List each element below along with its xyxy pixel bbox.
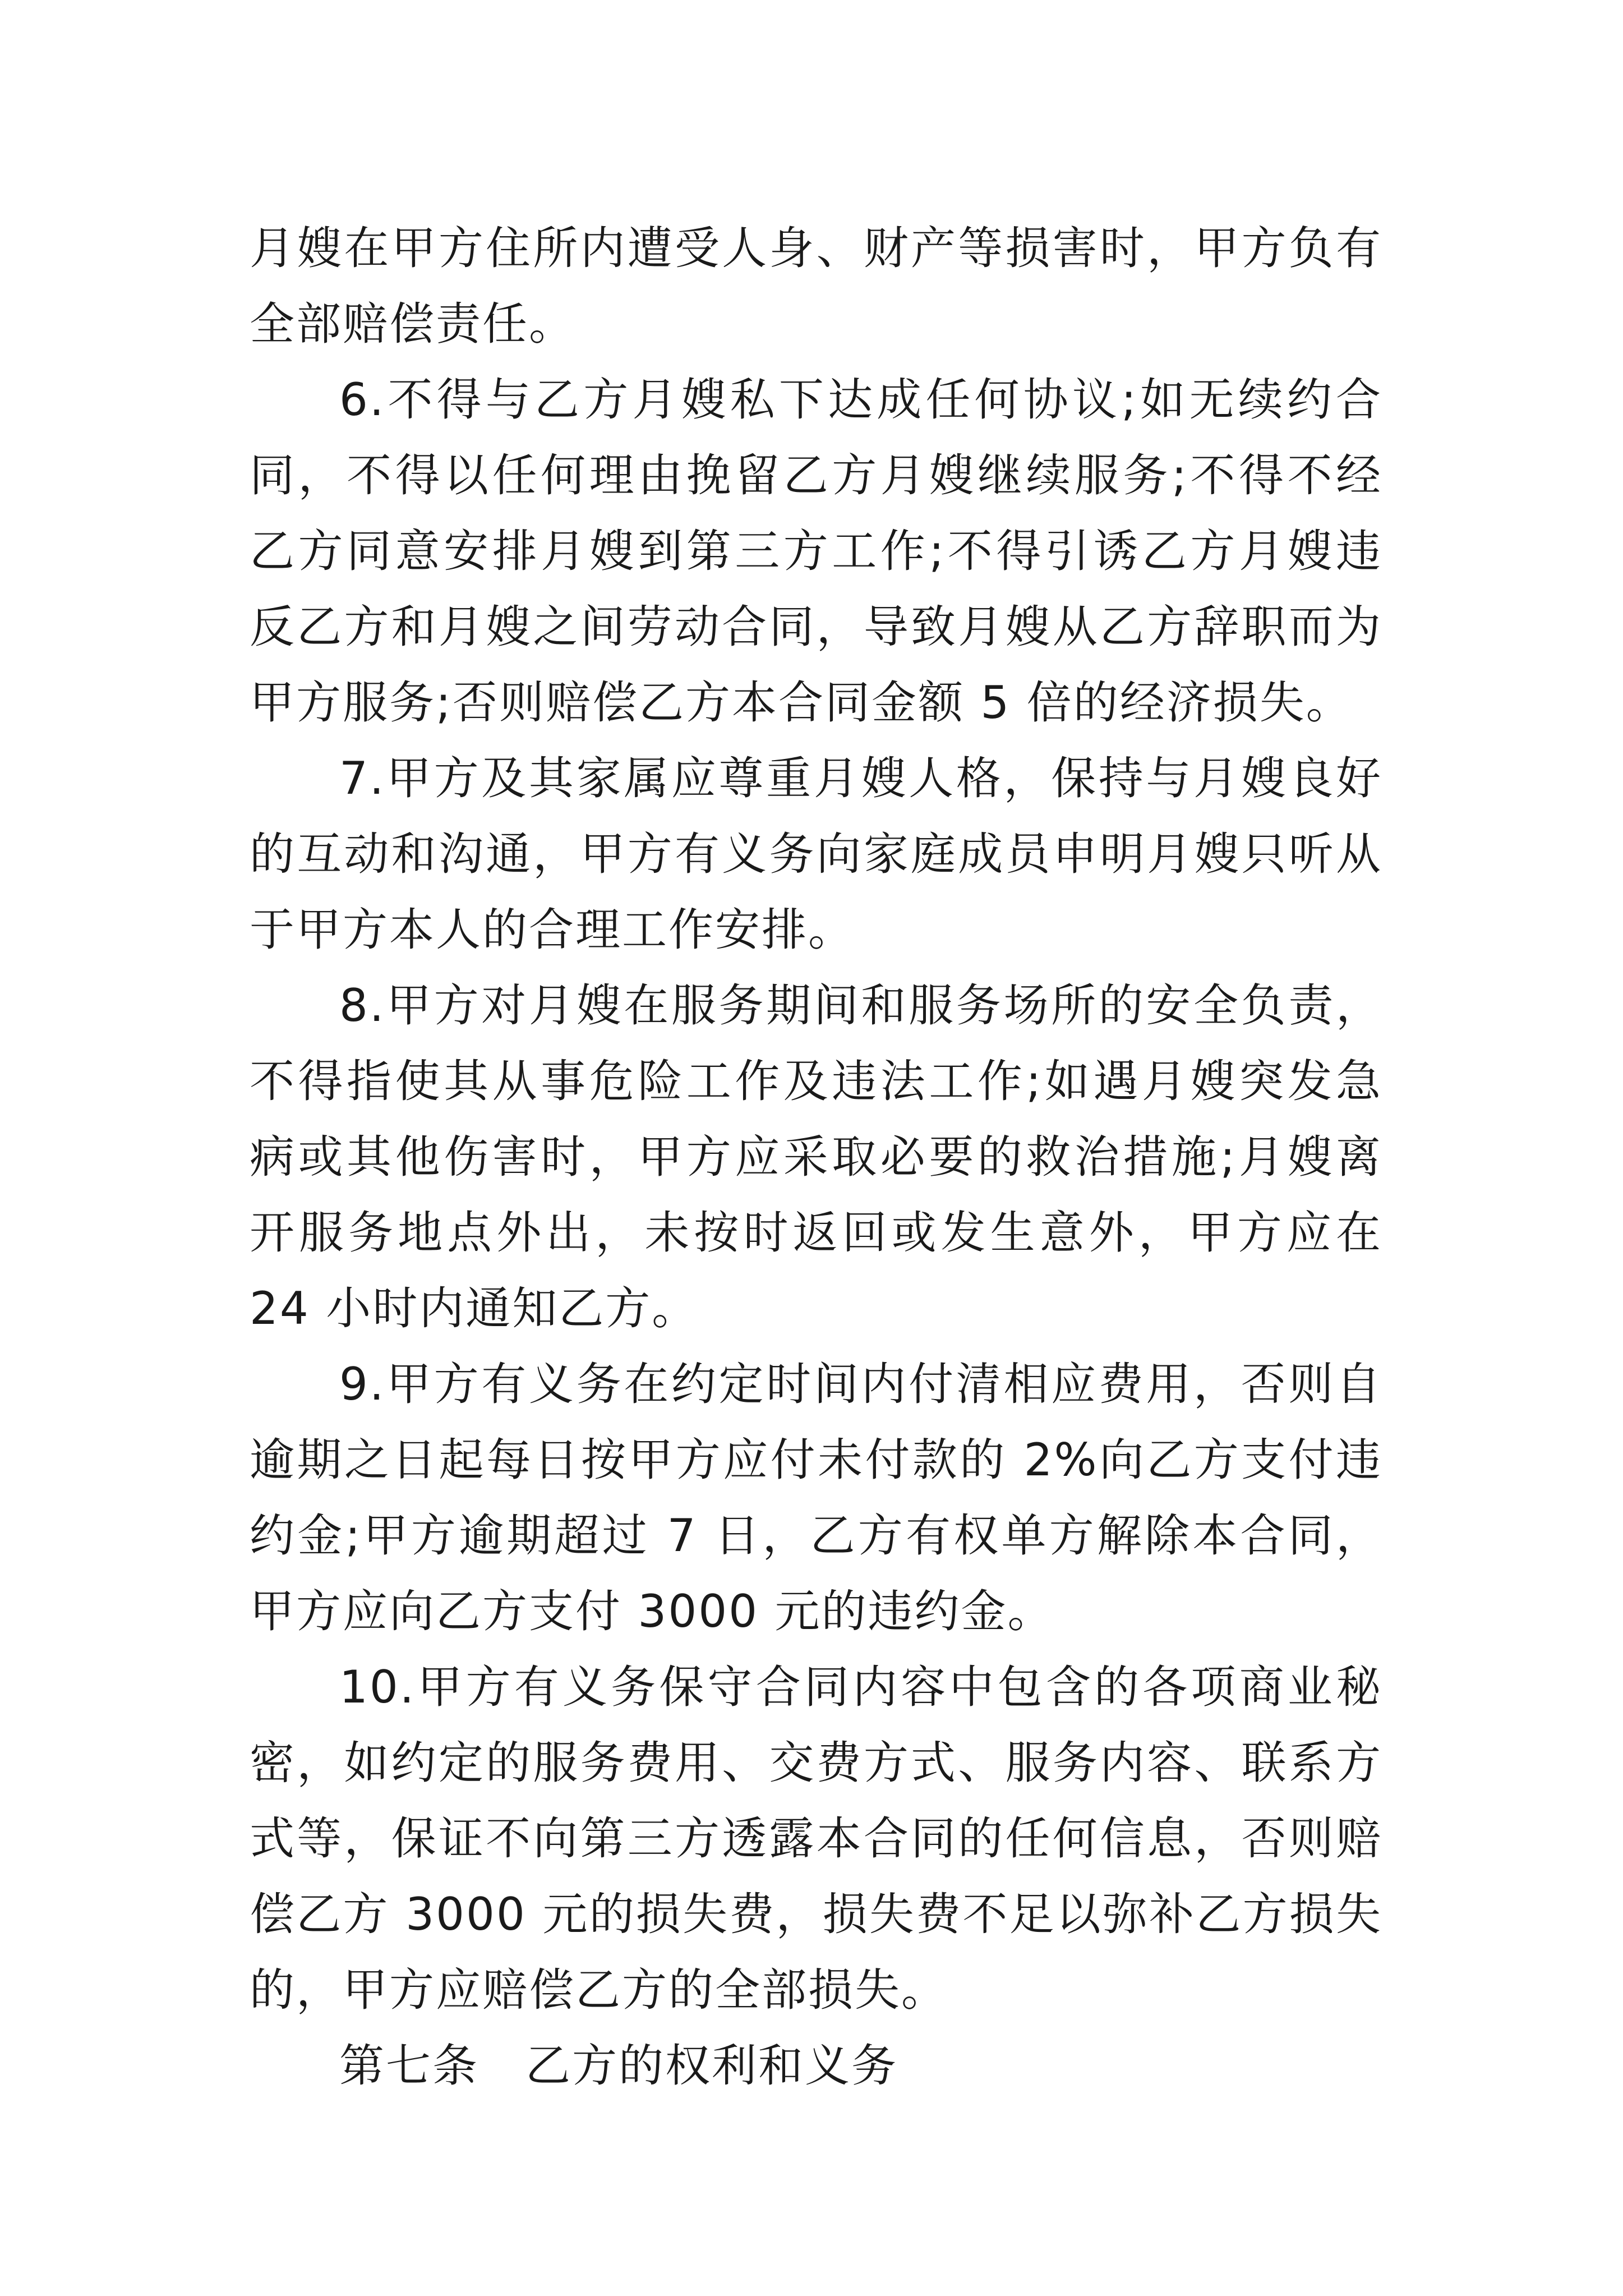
paragraph-item-9: 9.甲方有义务在约定时间内付清相应费用，否则自逾期之日起每日按甲方应付未付款的 2%向乙方支付违约金;甲方逾期超过 7 日，乙方有权单方解除本合同，甲方应向乙方支付 3000 元的违约金。 bbox=[250, 1358, 1382, 1637]
paragraph-item-10: 10.甲方有义务保守合同内容中包含的各项商业秘密，如约定的服务费用、交费方式、服务内容、联系方式等，保证不向第三方透露本合同的任何信息，否则赔偿乙方 3000 元的损失费，损失费不足以弥补乙方损失的，甲方应赔偿乙方的全部损失。 bbox=[250, 1661, 1382, 2016]
paragraph-item-7: 7.甲方及其家属应尊重月嫂人格，保持与月嫂良好的互动和沟通，甲方有义务向家庭成员申明月嫂只听从于甲方本人的合理工作安排。 bbox=[250, 752, 1382, 956]
paragraph-item-8: 8.甲方对月嫂在服务期间和服务场所的安全负责，不得指使其从事危险工作及违法工作;如遇月嫂突发急病或其他伤害时，甲方应采取必要的救治措施;月嫂离开服务地点外出，未按时返回或发生意外，甲方应在 24 小时内通知乙方。 bbox=[250, 979, 1382, 1335]
paragraph-item-6: 6.不得与乙方月嫂私下达成任何协议;如无续约合同，不得以任何理由挽留乙方月嫂继续服务;不得不经乙方同意安排月嫂到第三方工作;不得引诱乙方月嫂违反乙方和月嫂之间劳动合同，导致月嫂从乙方辞职而为甲方服务;否则赔偿乙方本合同金额 5 倍的经济损失。 bbox=[250, 374, 1382, 729]
paragraph-continuation: 月嫂在甲方住所内遭受人身、财产等损害时，甲方负有全部赔偿责任。 bbox=[250, 222, 1382, 350]
section-heading: 第七条 乙方的权利和义务 bbox=[339, 2040, 898, 2092]
document-body bbox=[250, 210, 1382, 2104]
